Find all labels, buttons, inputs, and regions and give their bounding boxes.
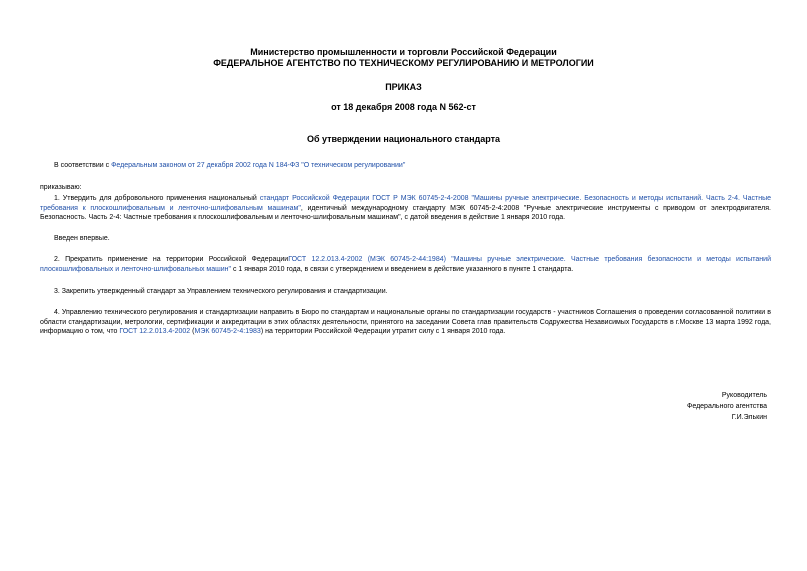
p4-mid: (	[190, 328, 195, 336]
p1-post: , идентичный международному стандарту МЭК 60745-2-4:2008 "Ручные электрические инструменты с приводом от электродвигателя. Безопасность. Часть 2-4: Частные требования к плоскошлифовальным и ленточно-шлифовальным машинам", с датой введения в действие 1 января 2010 года.	[40, 204, 772, 222]
document-date: от 18 декабря 2008 года N 562-ст	[331, 102, 476, 112]
p2-post: с 1 января 2010 года, в связи с утверждением и введением в действие указанного в пункте 1 стандарта.	[231, 265, 574, 273]
document-type: ПРИКАЗ	[385, 82, 422, 92]
signature-name: Г.И.Элькин	[731, 414, 767, 421]
intro-text: В соответствии с	[54, 162, 112, 169]
intro-paragraph	[40, 161, 771, 171]
signature-agency: Федерального агентства	[687, 403, 767, 410]
gost-old-link[interactable]: ГОСТ 12.2.013.4-2002 (МЭК 60745-2-44:1984) "Машины ручные электрические. Частные требования безопасности и методы испытаний плоскошлифовальных и ленточно-шлифовальных машин"	[40, 256, 771, 273]
orders-text: приказываю:	[40, 184, 82, 191]
ministry-title: Министерство промышленности и торговли Российской Федерации	[250, 47, 557, 57]
introduced-first-text: Введен впервые.	[54, 235, 110, 242]
p4-post: ) на территории Российской Федерации утратит силу с 1 января 2010 года.	[260, 328, 506, 336]
paragraph-2	[40, 255, 771, 274]
paragraph-new	[40, 234, 771, 244]
p4-pre: 4. Управлению технического регулирования и стандартизации направить в Бюро по стандартам и национальные органы по стандартизации государств - участников Соглашения о проведении согласованной политики в области стандартизации, метрологии, сертификации и аккредитации в этих областях деятельности, принятого на заседании Совета глав правительств Содружества Независимых Государств в г.Москве 13 марта 1992 года, информацию о том, что	[40, 309, 771, 336]
agency-title: ФЕДЕРАЛЬНОЕ АГЕНТСТВО ПО ТЕХНИЧЕСКОМУ РЕГУЛИРОВАНИЮ И МЕТРОЛОГИИ	[213, 58, 594, 68]
p2-pre: 2. Прекратить применение на территории Российской Федерации	[54, 256, 289, 263]
gost-r-link[interactable]: стандарт Российской Федерации ГОСТ Р МЭК 60745-2-4-2008 "Машины ручные электрические. Безопасность и методы испытаний. Часть 2-4. Частные требования к плоскошлифовальным и ленточно-шлифовальным машинам"	[40, 195, 771, 212]
p3-text: 3. Закрепить утвержденный стандарт за Управлением технического регулирования и стандартизации.	[54, 288, 388, 295]
signature-position: Руководитель	[721, 392, 767, 399]
paragraph-4	[40, 308, 771, 337]
orders-label	[40, 183, 771, 193]
federal-law-link[interactable]: Федеральным законом от 27 декабря 2002 года N 184-ФЗ "О техническом регулировании"	[111, 162, 406, 169]
document-subject: Об утверждении национального стандарта	[306, 134, 501, 144]
paragraph-1	[40, 194, 771, 223]
p1-pre: 1. Утвердить для добровольного применения национальный	[54, 195, 260, 202]
iec-1983-link[interactable]: МЭК 60745-2-4:1983	[194, 328, 261, 336]
paragraph-3	[40, 287, 771, 297]
gost-2002-link[interactable]: ГОСТ 12.2.013.4-2002	[119, 328, 191, 336]
signature-block	[687, 390, 767, 423]
